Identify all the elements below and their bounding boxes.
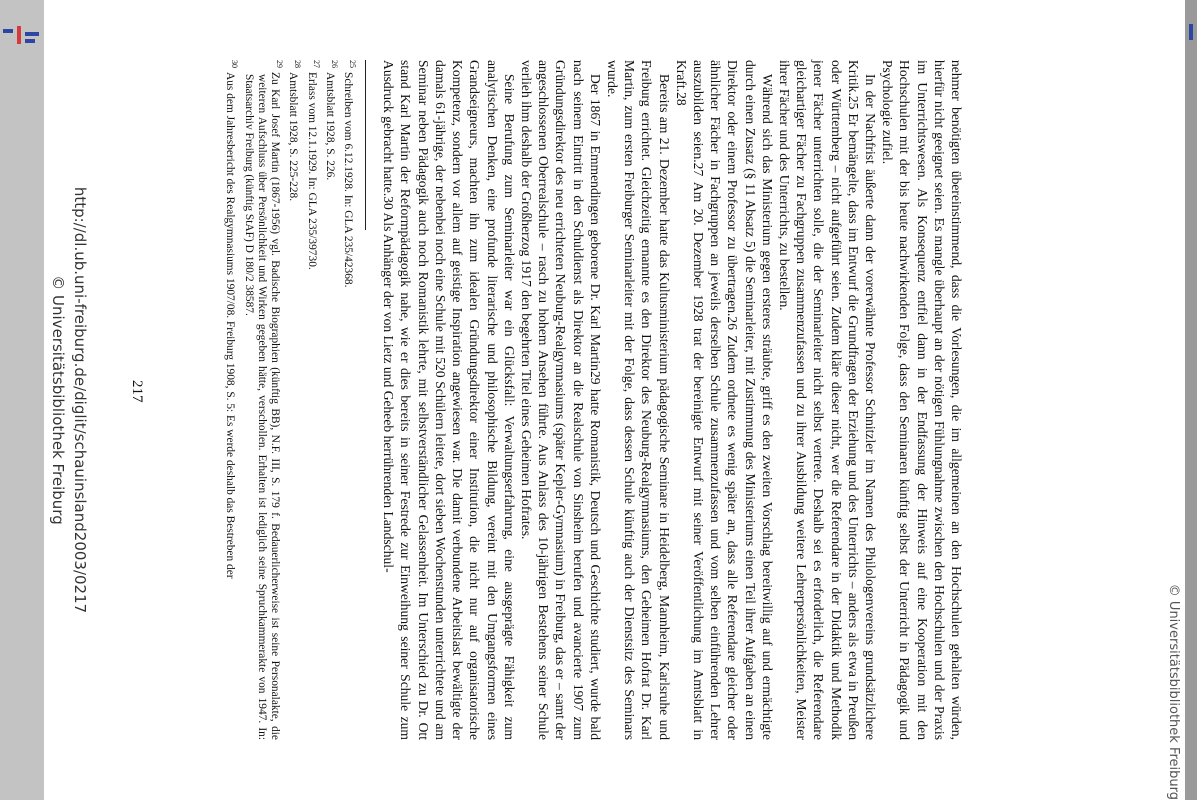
copyright-notice: © Universitätsbibliothek Freiburg <box>49 275 67 525</box>
footnote: $^{27}$Erlass vom 12.1.1929. In: GLA 235/39730. <box>305 60 321 270</box>
paragraph-6: Seine Berufung zum Seminarleiter war ein Glücksfall: Verwaltungserfahrung, eine ausgeprägte Fähigkeit zum analytischen Denken, eine profunde literarische und philosophische Bildung, vereint mit den Umgangsformen eines Grandseigneurs, machten ihn zum idealen Gründungsdirektor einer Institution, die nicht nur auf organisatorische Kompetenz, sondern vor allem auf geistige Inspiration angewiesen war. Die damit verbundene Arbeitslast bewältigte der damals 61-jährige, der nebenbei noch eine Schule mit 520 Schülern leitete, dort sieben Wochenstunden unterrichtete und am Seminar neben Pädagogik auch noch Romanistik lehrte, mit selbstverständlicher Gelassenheit. Im Unterschied zu Dr. Ott stand Karl Martin der Reformpädagogik nahe, wie er dies bereits in seiner Festrede zur Einweihung seiner Schule zum Ausdruck gebracht hatte.30 Als Anhänger der von Lietz und Geheeb herrührenden Landschul- <box>381 60 517 740</box>
library-logo-icon <box>3 26 41 46</box>
footnote: $^{28}$Amtsblatt 1928, S. 225-228. <box>287 60 303 202</box>
viewer-right-strip <box>1185 0 1197 800</box>
footnote: $^{26}$Amtsblatt 1928, S. 226. <box>324 60 339 181</box>
rotated-page-content <box>44 0 1185 800</box>
main-text <box>380 60 965 740</box>
scroll-marker-icon <box>1189 24 1193 40</box>
page-number: 217 <box>129 380 145 403</box>
footnote: $^{25}$Schreiben vom 6.12.1928. In: GLA 235/42368. <box>342 60 358 288</box>
footnote: $^{30}$Aus dem Jahresbericht des Realgymnasiums 1907/08. Freiburg 1908, S. 5: Es werde deshalb das Bestreben der <box>224 60 240 579</box>
watermark-top: © Universitätsbibliothek Freiburg <box>1166 583 1181 800</box>
body-column <box>155 40 965 760</box>
footnote-rule <box>365 60 366 230</box>
paragraph-4: Bereits am 21. Dezember hatte das Kultusministerium pädagogische Seminare in Heidelberg, Mannheim, Karlsruhe und Freiburg errichtet. Gleichzeitig ernannte es den Direktor des Neuburg-Realgymnasiums, den Geheimen Hofrat Dr. Karl Martin, zum ersten Freiburger Seminarleiter mit der Folge, dass dessen Schule künftig auch der Dienstsitz des Seminars wurde. <box>604 60 672 740</box>
paragraph-2: In der Nachfrist äußerte dann der vorerwähnte Professor Schnitzler im Namen des Philologenvereins grundsätzlichere Kritik.25 Er bemängelte, dass im Entwurf die Grundfragen der Erziehung und des Unterrichts – anders als etwa in Preußen oder Württemberg – nicht aufgeführt seien. Zudem kläre dieser nicht, wer die Referendare in der Didaktik und Methodik jener Fächer unterrichten solle, die der Seminarleiter nicht selbst vertrete. Deshalb sei es erforderlich, die Referendare gleichartiger Fächer zu Fachgruppen zusammenzufassen und zu ihrer Ausbildung weitere Lehrerpersönlichkeiten, Meister ihrer Fächer und des Unterrichts, zu bestellen. <box>776 60 878 740</box>
scanned-page <box>44 0 1185 800</box>
source-url[interactable]: http://dl.ub.uni-freiburg.de/diglit/schauinsland2003/0217 <box>71 186 89 614</box>
paragraph-3: Während sich das Ministerium gegen ersteres sträubte, griff es den zweiten Vorschlag bereitwillig auf und ermächtigte durch einen Zusatz (§ 11 Absatz 5) die Seminarleiter, mit Zustimmung des Ministeriums einen Teil ihrer Aufgaben an einen Direktor oder einem Professor zu übertragen.26 Zudem ordnete es wenig später an, dass alle Referendare gleicher oder ähnlicher Fächer in Fachgruppen an jeweils derselben Schule zusammenzufassen und vom selben einführenden Lehrer auszubilden seien.27 Am 20. Dezember 1928 trat der bereinigte Entwurf mit seiner Veröffentlichung im Amtsblatt in Kraft.28 <box>673 60 775 740</box>
footnote: $^{29}$Zu Karl Josef Martin (1867-1956) vgl. Badische Biographien (künftig BB), N.F. III, S. 179 f. Bedauerlicherweise ist seine Personalakte, die weiteren Aufschluss über Persönlichkeit und Wirken gegeben hätte, verschollen. Erhalten ist lediglich seine Spruchkammerakte von 1947. In: Staatsarchiv Freiburg (künftig StAF) D 180/2 38587. <box>242 60 285 740</box>
viewer-left-strip <box>0 0 44 800</box>
paragraph-1: nehmer benötigten übereinstimmend, dass die Vorlesungen, die im allgemeinen an den Hochschulen gehalten würden, hierfür nicht geeignet seien. Es mangle überhaupt an der nötigen Fühlungnahme zwischen den Hochschulen und der Praxis im Unterrichtswesen. Als Konsequenz entfiel dann in der Endfassung der Hinweis auf eine Kooperation mit den Hochschulen mit der bis heute nachwirkenden Folge, dass den Seminaren künftig selbst der Unterricht in Pädagogik und Psychologie zufiel. <box>880 60 964 740</box>
footnotes <box>223 60 359 740</box>
paragraph-5: Der 1867 in Emmendingen geborene Dr. Karl Martin29 hatte Romanistik, Deutsch und Geschichte studiert, wurde bald nach seinem Eintritt in den Schuldienst als Direktor an die Realschule von Sinsheim berufen und avancierte 1907 zum Gründungsdirektor des neu errichteten Neuburg-Realgymnasiums (später Kepler-Gymnasium) in Freiburg, das er – samt der angeschlossenen Oberrealschule – rasch zu hohem Ansehen führte. Aus Anlass des 10-jährigen Bestehens seiner Schule verlieh ihm deshalb der Großherzog 1917 den begehrten Titel eines Geheimen Hofrates. <box>518 60 603 740</box>
